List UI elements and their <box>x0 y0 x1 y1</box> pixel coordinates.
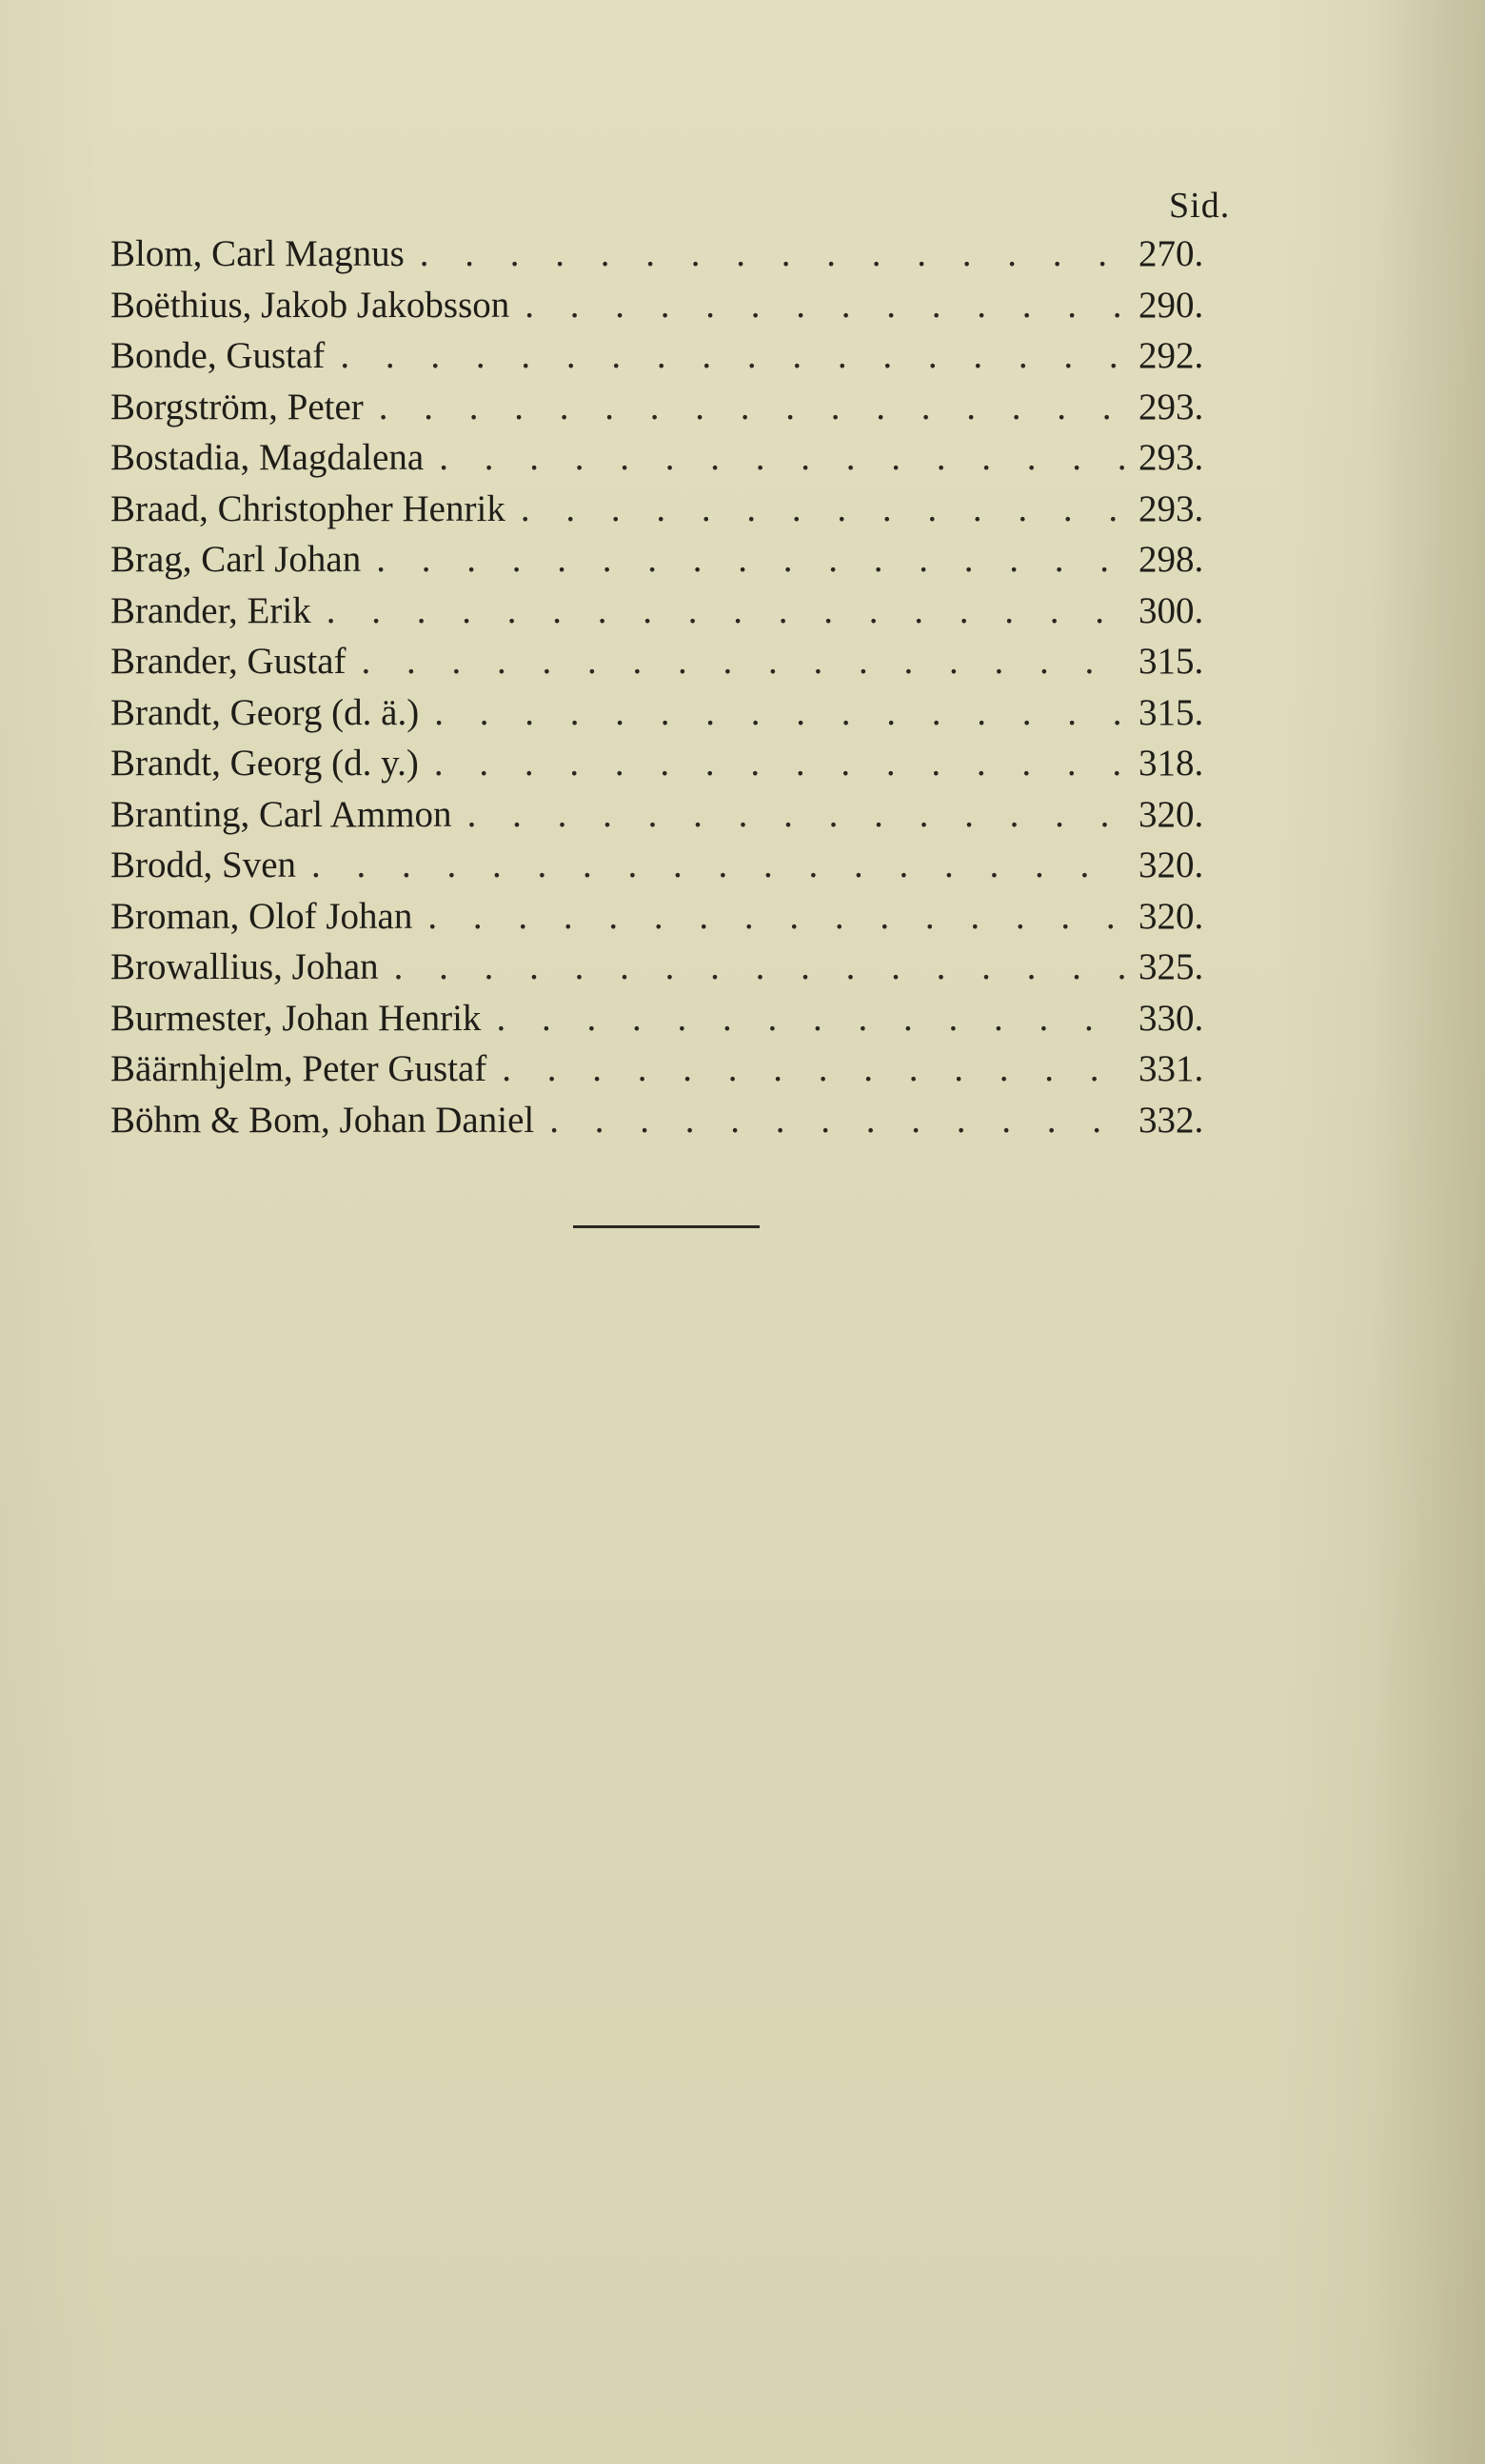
index-entry <box>110 382 1241 433</box>
entry-name: Burmester, Johan Henrik <box>110 997 482 1039</box>
index-entry <box>110 687 1241 739</box>
dot-leader <box>490 993 1125 1044</box>
entry-name: Böhm & Bom, Johan Daniel <box>110 1099 535 1141</box>
page-column-heading: Sid. <box>1169 186 1231 226</box>
page-edge-shadow <box>1371 0 1485 2464</box>
entry-name: Brander, Gustaf <box>110 641 346 682</box>
entry-page-number: 331. <box>1138 1048 1204 1089</box>
index-entry <box>110 280 1241 331</box>
index-entry <box>110 586 1241 637</box>
entry-name: Brander, Erik <box>110 589 311 631</box>
entry-name: Browallius, Johan <box>110 946 379 987</box>
entry-name: Braad, Christopher Henrik <box>110 487 505 529</box>
dot-leader <box>321 586 1125 637</box>
name-index-list <box>110 229 1241 1145</box>
dot-leader <box>356 636 1125 687</box>
dot-leader <box>388 942 1125 993</box>
dot-leader <box>428 687 1125 739</box>
entry-page-number: 270. <box>1138 233 1204 274</box>
dot-leader <box>370 534 1125 586</box>
entry-page-number: 292. <box>1138 335 1204 376</box>
entry-page-number: 320. <box>1138 845 1204 885</box>
dot-leader <box>462 789 1125 841</box>
entry-name: Bäärnhjelm, Peter Gustaf <box>110 1048 487 1089</box>
entry-page-number: 320. <box>1138 793 1204 835</box>
index-entry <box>110 229 1241 280</box>
entry-page-number: 315. <box>1138 691 1204 733</box>
entry-page-number: 293. <box>1138 487 1204 529</box>
entry-name: Broman, Olof Johan <box>110 895 413 937</box>
index-entry <box>110 738 1241 789</box>
entry-page-number: 318. <box>1138 743 1204 784</box>
dot-leader <box>515 484 1125 535</box>
dot-leader <box>544 1095 1125 1146</box>
dot-leader <box>428 738 1125 789</box>
index-entry <box>110 993 1241 1044</box>
dot-leader <box>433 432 1125 484</box>
index-entry <box>110 789 1241 841</box>
entry-name: Branting, Carl Ammon <box>110 793 452 835</box>
index-entry <box>110 636 1241 687</box>
index-entry <box>110 432 1241 484</box>
entry-name: Blom, Carl Magnus <box>110 233 405 274</box>
index-entry <box>110 942 1241 993</box>
section-end-rule <box>573 1225 760 1228</box>
entry-page-number: 298. <box>1138 539 1204 580</box>
entry-page-number: 330. <box>1138 997 1204 1039</box>
dot-leader <box>422 891 1125 943</box>
index-entry <box>110 1095 1241 1146</box>
index-entry <box>110 840 1241 891</box>
entry-name: Brodd, Sven <box>110 845 296 885</box>
dot-leader <box>373 382 1125 433</box>
dot-leader <box>496 1043 1125 1095</box>
dot-leader <box>519 280 1125 331</box>
entry-name: Brandt, Georg (d. ä.) <box>110 691 420 733</box>
dot-leader <box>306 840 1125 891</box>
entry-page-number: 332. <box>1138 1099 1204 1141</box>
entry-page-number: 325. <box>1138 946 1204 987</box>
entry-name: Boëthius, Jakob Jakobsson <box>110 284 510 326</box>
entry-page-number: 315. <box>1138 641 1204 682</box>
entry-name: Brag, Carl Johan <box>110 539 362 580</box>
entry-page-number: 293. <box>1138 437 1204 478</box>
index-entry <box>110 484 1241 535</box>
entry-page-number: 293. <box>1138 386 1204 427</box>
entry-name: Bostadia, Magdalena <box>110 437 425 478</box>
index-entry <box>110 534 1241 586</box>
entry-name: Borgström, Peter <box>110 386 364 427</box>
index-entry <box>110 1043 1241 1095</box>
dot-leader <box>414 229 1125 280</box>
index-entry <box>110 891 1241 943</box>
entry-name: Bonde, Gustaf <box>110 335 326 376</box>
entry-name: Brandt, Georg (d. y.) <box>110 743 419 784</box>
entry-page-number: 290. <box>1138 284 1204 326</box>
dot-leader <box>334 330 1125 382</box>
entry-page-number: 320. <box>1138 895 1204 937</box>
index-entry <box>110 330 1241 382</box>
entry-page-number: 300. <box>1138 589 1204 631</box>
